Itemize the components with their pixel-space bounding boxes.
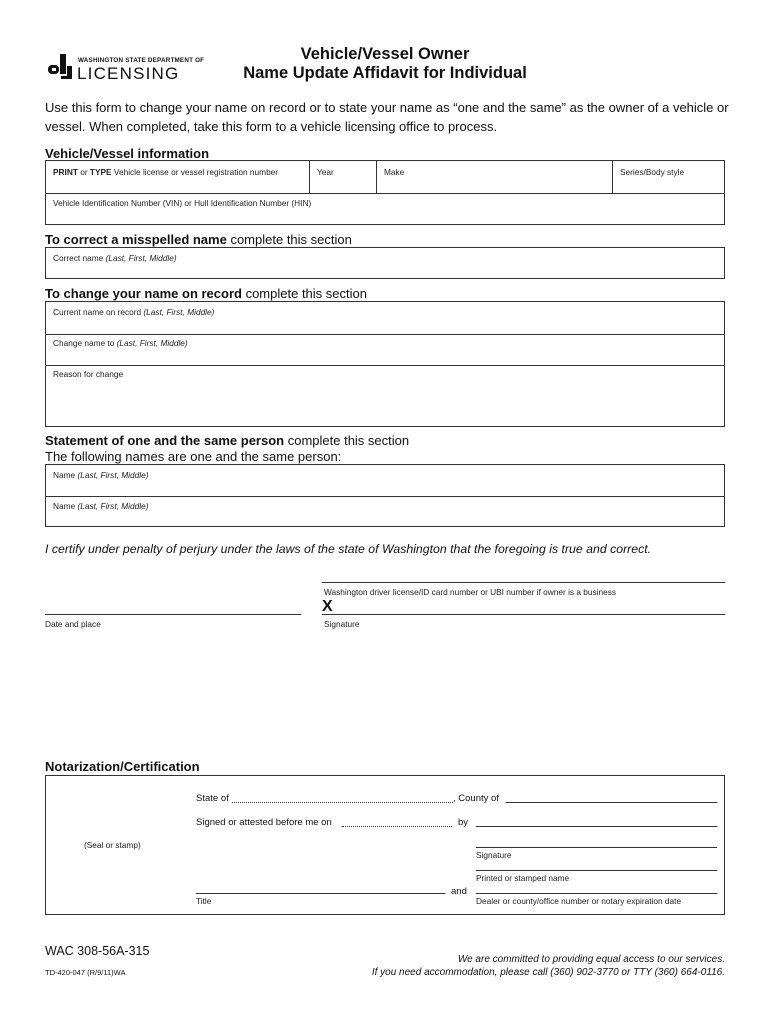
logo-agency-big: LICENSING <box>77 64 180 83</box>
year-field[interactable]: Year <box>317 167 334 177</box>
title-label: Title <box>196 896 212 906</box>
printed-name-field[interactable] <box>476 870 717 871</box>
and-label: and <box>451 886 467 897</box>
title-field[interactable] <box>196 893 445 894</box>
one-same-box <box>45 464 725 527</box>
by-label: by <box>458 817 469 828</box>
seal-label: (Seal or stamp) <box>84 840 141 850</box>
plate-field[interactable]: PRINT or TYPE Vehicle license or vessel registration number <box>53 167 279 177</box>
intro-text: Use this form to change your name on record or to state your name as “one and the same” as the owner of a vehicle or vessel. When completed, take this form to a vehicle licensing office to process. <box>45 100 729 134</box>
signed-before-label: Signed or attested before me on <box>196 817 332 828</box>
name-1-field[interactable]: Name (Last, First, Middle) <box>53 470 149 480</box>
title-line-1: Vehicle/Vessel Owner <box>300 45 470 63</box>
form-id: TD-420-047 (R/9/11)WA <box>45 968 126 977</box>
name-2-field[interactable]: Name (Last, First, Middle) <box>53 501 149 511</box>
one-same-subheading: The following names are one and the same person: <box>45 449 342 464</box>
vin-field[interactable]: Vehicle Identification Number (VIN) or Hull Identification Number (HIN) <box>53 198 312 208</box>
change-name-box <box>45 301 725 427</box>
one-same-heading: Statement of one and the same person complete this section <box>45 433 410 448</box>
signature-label: Signature <box>324 619 360 629</box>
change-name-heading: To change your name on record complete this section <box>45 286 367 301</box>
misspelled-heading: To correct a misspelled name complete this section <box>45 232 352 247</box>
printed-name-label: Printed or stamped name <box>476 873 570 883</box>
correct-name-field[interactable]: Correct name (Last, First, Middle) <box>45 247 725 279</box>
date-place-field[interactable] <box>45 614 301 615</box>
logo-agency-small: WASHINGTON STATE DEPARTMENT OF <box>78 57 205 64</box>
by-field[interactable] <box>476 826 717 827</box>
notary-signature-field[interactable] <box>476 847 717 848</box>
state-of-label: State of <box>196 793 229 804</box>
equal-access-text: We are committed to providing equal access to our services. <box>457 954 725 965</box>
state-field[interactable] <box>232 802 453 803</box>
wac-code: WAC 308-56A-315 <box>45 944 150 958</box>
signature-x-mark: X <box>322 598 333 615</box>
dealer-field[interactable] <box>476 893 717 894</box>
notary-signature-label: Signature <box>476 850 512 860</box>
change-to-field[interactable]: Change name to (Last, First, Middle) <box>53 338 188 348</box>
signed-date-field[interactable] <box>342 826 452 827</box>
series-field[interactable]: Series/Body style <box>620 167 685 177</box>
license-number-label: Washington driver license/ID card number or UBI number if owner is a business <box>324 587 617 597</box>
vehicle-info-heading: Vehicle/Vessel information <box>45 146 210 161</box>
title-line-2: Name Update Affidavit for Individual <box>243 64 527 82</box>
reason-field[interactable]: Reason for change <box>53 369 124 379</box>
date-place-label: Date and place <box>45 619 101 629</box>
current-name-field[interactable]: Current name on record (Last, First, Middle) <box>53 307 215 317</box>
county-field[interactable] <box>506 802 717 803</box>
notary-box <box>45 775 725 915</box>
dol-logo-icon <box>47 54 73 80</box>
dealer-label: Dealer or county/office number or notary expiration date <box>476 896 682 906</box>
notary-heading: Notarization/Certification <box>45 759 200 774</box>
make-field[interactable]: Make <box>384 167 405 177</box>
accommodation-text: If you need accommodation, please call (360) 902-3770 or TTY (360) 664-0116. <box>371 967 725 978</box>
certify-statement: I certify under penalty of perjury under the laws of the state of Washington that the foregoing is true and correct. <box>45 542 652 556</box>
county-of-label: , County of <box>453 793 499 804</box>
vehicle-info-box <box>45 160 725 225</box>
signature-field[interactable] <box>322 614 725 615</box>
